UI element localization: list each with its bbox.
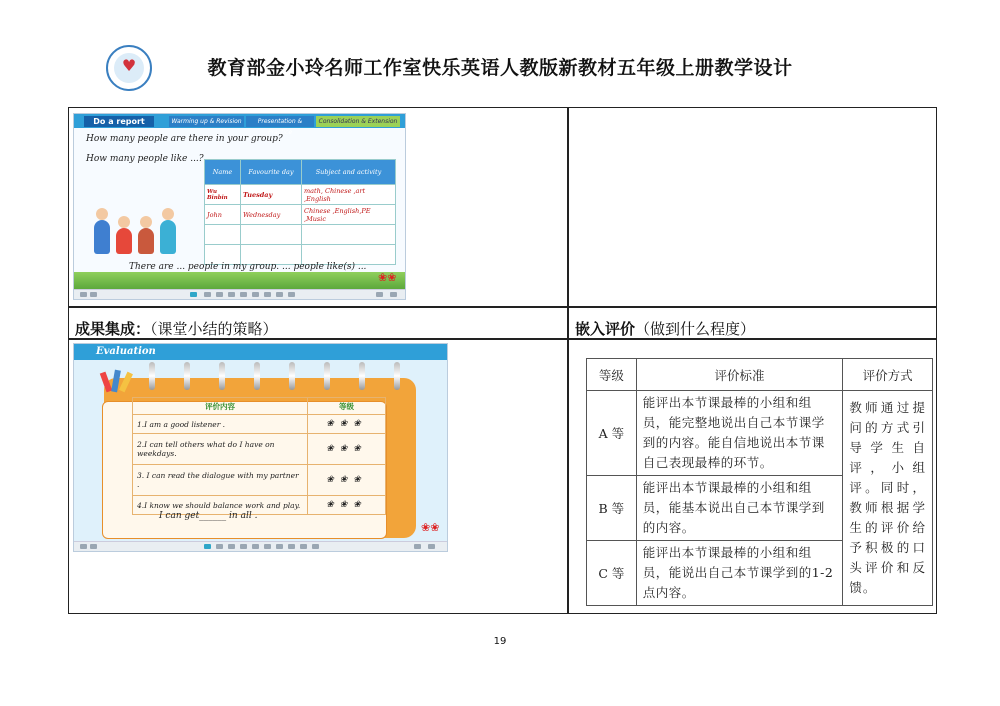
table-header: 等级 bbox=[308, 398, 386, 415]
table-cell: 4.I know we should balance work and play. bbox=[133, 496, 308, 515]
report-sentence: There are ... people in my group. ... people like(s) ... bbox=[129, 262, 367, 272]
logo bbox=[106, 45, 152, 91]
table-cell: Wu Binbin bbox=[205, 185, 241, 205]
table-header: 评价标准 bbox=[636, 359, 843, 391]
table-header: Subject and activity bbox=[302, 160, 396, 185]
standard-cell: 能评出本节课最棒的小组和组员，能完整地说出自己本节课学到的内容。能自信地说出本节课自己表现最棒的环节。 bbox=[636, 391, 843, 476]
rating-icons: ❀❀❀ bbox=[308, 496, 386, 515]
left-section-heading: 成果集成：（课堂小结的策略） bbox=[75, 320, 278, 338]
table-cell bbox=[241, 225, 302, 245]
step-label: Presentation & Practice bbox=[246, 116, 314, 127]
rating-icons: ❀❀❀ bbox=[308, 434, 386, 465]
evaluation-table bbox=[132, 397, 386, 515]
table-header: 评价内容 bbox=[133, 398, 308, 415]
score-sentence: I can get______ in all . bbox=[159, 511, 258, 521]
table-cell: Tuesday bbox=[241, 185, 302, 205]
level-cell: A 等 bbox=[587, 391, 637, 476]
report-table bbox=[204, 159, 396, 265]
question-text: How many people like ...? bbox=[86, 154, 204, 164]
rating-icons: ❀❀❀ bbox=[308, 465, 386, 496]
table-header: 等级 bbox=[587, 359, 637, 391]
step-label: Consolidation & Extension bbox=[316, 116, 400, 127]
slide-toolbar bbox=[74, 289, 405, 299]
fan-icon: ❀❀ bbox=[421, 521, 440, 534]
table-cell: 1.I am a good listener . bbox=[133, 415, 308, 434]
table-cell bbox=[302, 225, 396, 245]
table-cell: Wednesday bbox=[241, 205, 302, 225]
level-cell: B 等 bbox=[587, 476, 637, 541]
standard-cell: 能评出本节课最棒的小组和组员，能基本说出自己本节课学到的内容。 bbox=[636, 476, 843, 541]
rating-icons: ❀❀❀ bbox=[308, 415, 386, 434]
table-cell: John bbox=[205, 205, 241, 225]
heart-icon: ♥ bbox=[121, 56, 137, 75]
question-text: How many people are there in your group? bbox=[86, 134, 283, 144]
level-cell: C 等 bbox=[587, 541, 637, 606]
table-cell bbox=[205, 225, 241, 245]
fan-icon: ❀❀ bbox=[378, 271, 397, 284]
step-label: Warming up & Revision bbox=[169, 116, 244, 127]
table-header: 评价方式 bbox=[843, 359, 933, 391]
method-cell: 教师通过提问的方式引导学生自评，小组评。同时，教师根据学生的评价给予积极的口头评价和反馈。 bbox=[843, 391, 933, 606]
standard-cell: 能评出本节课最棒的小组和组员，能说出自己本节课学到的1-2 点内容。 bbox=[636, 541, 843, 606]
pencil-icon bbox=[99, 366, 137, 396]
right-section-heading: 嵌入评价（做到什么程度） bbox=[575, 320, 756, 338]
document-title: 教育部金小玲名师工作室快乐英语人教版新教材五年级上册教学设计 bbox=[207, 57, 793, 79]
page-number: 19 bbox=[493, 636, 507, 647]
table-header: Favourite day bbox=[241, 160, 302, 185]
table-cell: 2.I can tell others what do I have on weekdays. bbox=[133, 434, 308, 465]
children-illustration bbox=[92, 199, 187, 254]
slide-toolbar bbox=[74, 541, 447, 551]
slide-title: Evaluation bbox=[96, 346, 156, 357]
table-cell: math, Chinese ,art ,English bbox=[302, 185, 396, 205]
report-slide-image bbox=[73, 113, 406, 300]
slide-tag: Do a report bbox=[84, 116, 154, 127]
table-cell: Chinese ,English,PE ,Music bbox=[302, 205, 396, 225]
evaluation-criteria-table bbox=[586, 358, 933, 606]
table-header: Name bbox=[205, 160, 241, 185]
evaluation-slide-image bbox=[73, 343, 448, 552]
table-cell: 3. I can read the dialogue with my partner . bbox=[133, 465, 308, 496]
